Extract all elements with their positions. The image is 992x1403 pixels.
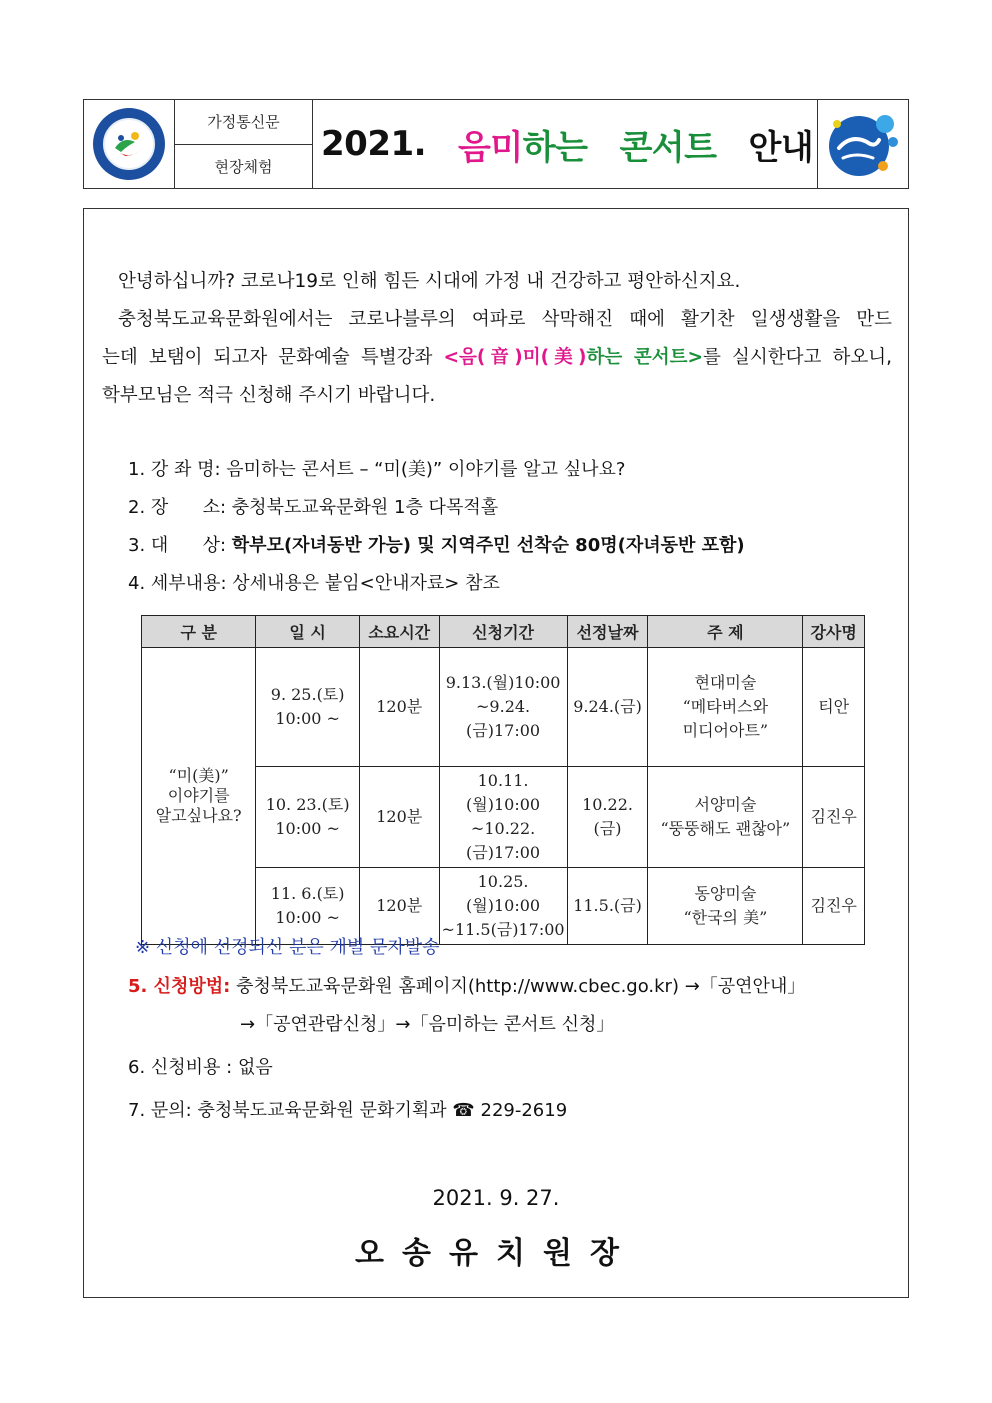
label-newsletter: 가정통신문 — [175, 100, 312, 145]
date-line-2: 10:00 ~ — [275, 709, 340, 728]
title-eum: 음미 — [458, 127, 523, 168]
selection-note: ※ 신청에 선정되신 분은 개별 문자발송 — [135, 937, 440, 958]
period-line-2: ~11.5(금)17:00 — [441, 920, 565, 939]
date-cell — [256, 767, 360, 868]
lecturer-cell: 티안 — [803, 648, 865, 767]
topic-line-2: “한국의 美” — [683, 908, 768, 927]
period-line-2: ~9.24.(금)17:00 — [466, 697, 541, 740]
document-header — [83, 99, 909, 189]
period-line-1: 10.25.(월)10:00 — [466, 872, 541, 915]
selection-cell: 11.5.(금) — [567, 868, 648, 945]
header-apply-period: 신청기간 — [439, 616, 567, 648]
integrity-world-icon — [823, 104, 903, 184]
signature: 오송유치원장 — [355, 1236, 637, 1271]
schedule-table — [141, 615, 865, 945]
header-duration: 소요시간 — [359, 616, 439, 648]
date-line-1: 11. 6.(토) — [270, 884, 345, 903]
period-line-1: 9.13.(월)10:00 — [445, 673, 561, 692]
item-contact — [128, 1098, 567, 1124]
category-line-3: 알고싶나요? — [155, 806, 242, 825]
topic-line-2: “메타버스와 — [682, 697, 769, 716]
period-line-1: 10.11.(월)10:00 — [466, 771, 541, 814]
topic-cell — [648, 648, 803, 767]
topic-line-2: “뚱뚱해도 괜찮아” — [660, 819, 791, 838]
item-lecture-name: 1. 강 좌 명: 음미하는 콘서트 – “미(美)” 이야기를 알고 싶나요? — [128, 459, 626, 480]
selection-cell: 9.24.(금) — [567, 648, 648, 767]
item-target-label: 3. 대 상: — [128, 535, 232, 556]
duration-cell: 120분 — [359, 868, 439, 945]
period-cell — [439, 648, 567, 767]
date-cell — [256, 648, 360, 767]
date-line-2: 10:00 ~ — [275, 819, 340, 838]
contact-text: 7. 문의: 충청북도교육문화원 문화기획과 — [128, 1100, 453, 1121]
period-line-2: ~10.22.(금)17:00 — [466, 819, 541, 862]
title-year: 2021. — [321, 124, 427, 164]
date-line-1: 9. 25.(토) — [270, 685, 345, 704]
category-line-1: “미(美)” — [168, 766, 229, 785]
apply-line-2: →「공연관람신청」→「음미하는 콘서트 신청」 — [240, 1014, 615, 1035]
period-cell — [439, 767, 567, 868]
item-cost: 6. 신청비용 : 없음 — [128, 1057, 273, 1078]
intro-line-3 — [102, 339, 892, 377]
duration-cell: 120분 — [359, 767, 439, 868]
header-topic: 주 제 — [648, 616, 803, 648]
topic-line-1: 동양미술 — [694, 884, 757, 903]
topic-line-1: 서양미술 — [694, 795, 757, 814]
kindergarten-emblem-icon — [91, 106, 167, 182]
period-cell — [439, 868, 567, 945]
header-lecturer: 강사명 — [803, 616, 865, 648]
item-target-value: 학부모(자녀동반 가능) 및 지역주민 선착순 80명(자녀동반 포함) — [231, 535, 745, 556]
title-concert: 콘서트 — [619, 127, 717, 168]
phone-icon: ☎ — [452, 1100, 475, 1121]
header-category: 구 분 — [142, 616, 256, 648]
intro-line-3-pre: 는데 보탬이 되고자 문화예술 특별강좌 — [102, 347, 444, 368]
intro-line-4: 학부모님은 적극 신청해 주시기 바랍니다. — [102, 385, 436, 406]
intro-highlight-eummi: <음(音)미(美) — [443, 347, 587, 368]
topic-line-1: 현대미술 — [694, 673, 757, 692]
label-field-trip: 현장체험 — [214, 157, 273, 176]
item-details: 4. 세부내용: 상세내용은 붙임<안내자료> 참조 — [128, 573, 500, 594]
item-location: 2. 장 소: 충청북도교육문화원 1층 다목적홀 — [128, 497, 499, 518]
intro-highlight-concert: 하는 콘서트> — [586, 347, 704, 368]
intro-line-3-post: 를 실시한다고 하오니, — [703, 347, 892, 368]
page-title — [313, 100, 818, 188]
date-line-2: 10:00 ~ — [275, 908, 340, 927]
topic-cell — [648, 767, 803, 868]
title-annae: 안내 — [748, 127, 814, 168]
contact-phone: 229-2619 — [474, 1100, 568, 1121]
category-line-2: 이야기를 — [167, 786, 230, 805]
kindergarten-logo — [84, 100, 175, 188]
category-cell — [142, 648, 256, 945]
document-date: 2021. 9. 27. — [432, 1186, 560, 1210]
topic-line-3: 미디어아트” — [682, 721, 769, 740]
header-datetime: 일 시 — [256, 616, 360, 648]
intro-line-2: 충청북도교육문화원에서는 코로나블루의 여파로 삭막해진 때에 활기찬 일생생활을 만드 — [118, 309, 892, 330]
title-ha: 하는 — [522, 127, 588, 168]
table-row — [142, 648, 865, 767]
table-header-row — [142, 616, 865, 648]
intro-line-1: 안녕하십니까? 코로나19로 인해 힘든 시대에 가정 내 건강하고 평안하신지요. — [118, 271, 741, 292]
item-target — [128, 533, 745, 559]
selection-cell: 10.22.(금) — [567, 767, 648, 868]
lecturer-cell: 김진우 — [803, 767, 865, 868]
item-apply-method — [128, 974, 805, 1000]
date-line-1: 10. 23.(토) — [265, 795, 350, 814]
lecturer-cell: 김진우 — [803, 868, 865, 945]
apply-line-1: 충청북도교육문화원 홈페이지(http://www.cbec.go.kr) →「공연안내」 — [230, 976, 806, 997]
duration-cell: 120분 — [359, 648, 439, 767]
apply-label: 5. 신청방법: — [128, 976, 231, 997]
header-selection-date: 선정날짜 — [567, 616, 648, 648]
topic-cell — [648, 868, 803, 945]
integrity-logo — [818, 100, 908, 188]
